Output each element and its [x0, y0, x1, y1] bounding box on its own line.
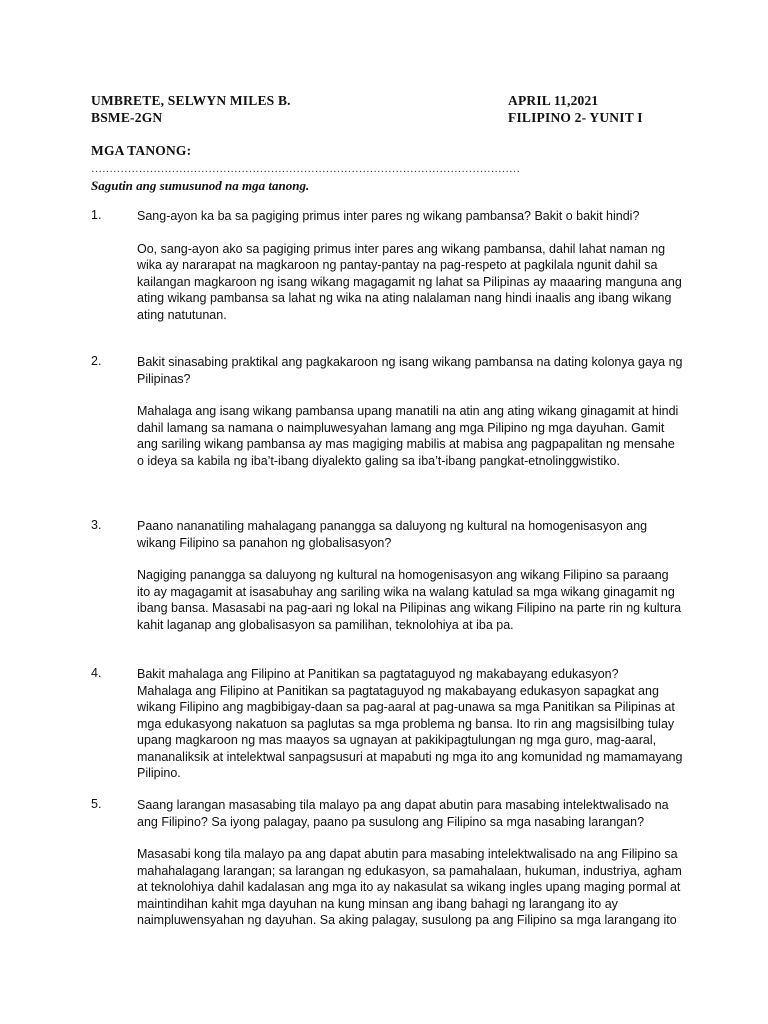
question-text: Paano nananatiling mahalagang panangga sa daluyong ng kultural na homogenisasyon ang wikang Filipino sa panahon ng globalisasyon? — [137, 519, 648, 550]
question-text: Bakit mahalaga ang Filipino at Panitikan sa pagtataguyod ng makabayang edukasyon? — [137, 667, 619, 681]
answer-text: Oo, sang-ayon ako sa pagiging primus inter pares ang wikang pambansa, dahil lahat naman ng wika ay nararapat na magkaroon ng pantay-pantay na pag-respeto at pagkilala ngunit dahil sa kailangan magkaroon ng isang wikang magagamit ng lahat sa Pilipinas ay maaaring manguna ang ating wikang pambansa sa lahat ng wika na ating nalalaman nang hindi inaalis ang ibang wikang ating natutunan. — [137, 241, 682, 322]
answer-text: Mahalaga ang Filipino at Panitikan sa pagtataguyod ng makabayang edukasyon sapagkat ang wikang Filipino ang magbibigay-daan sa pag-aaral at pag-unawa sa mga Panitikan sa Pilipinas at mga edukasyong nakatuon sa paglutas sa mga problema ng bansa. Ito rin ang magsisilbing tulay upang magkaroon ng mas maayos sa ugnayan at pakikipagtulungan ng mga guro, mag-aaral, mananaliksik at intelektwal sanpagsusuri at mapabuti ng mga ito ang komunidad ng mamamayang Pilipino. — [137, 683, 683, 780]
question-block — [91, 208, 683, 323]
question-block — [91, 797, 683, 929]
section: BSME-2GN — [91, 110, 163, 125]
dotted-separator: ……………………………………………………………………………………………………… — [91, 163, 520, 175]
question-number: 4. — [91, 666, 102, 680]
question-number: 5. — [91, 797, 102, 811]
student-name: UMBRETE, SELWYN MILES B. — [91, 93, 291, 108]
question-block — [91, 518, 683, 633]
question-number: 3. — [91, 518, 102, 532]
question-text: Saang larangan masasabing tila malayo pa ang dapat abutin para masabing intelektwalisado na ang Filipino? Sa iyong palagay, paano pa susulong ang Filipino sa mga nasabing larangan? — [137, 798, 669, 829]
question-text: Sang-ayon ka ba sa pagiging primus inter pares ng wikang pambansa? Bakit o bakit hindi? — [137, 209, 640, 223]
question-block — [91, 354, 683, 469]
answer-text: Masasabi kong tila malayo pa ang dapat abutin para masabing intelektwalisado na ang Filipino sa mahahalagang larangan; sa larangan ng edukasyon, sa pamahalaan, hukuman, industriya, agham at teknolohiya dahil kadalasan ang mga ito ay nakasulat sa wikang ingles upang maging pormal at maintindihan kahit mga dayuhan na kung minsan ang ibang bahagi ng larangang ito ay naimpluwensyahan ng dayuhan. Sa aking palagay, susulong pa ang Filipino sa mga larangang ito — [137, 847, 682, 927]
heading: MGA TANONG: — [91, 143, 192, 158]
subject: FILIPINO 2- YUNIT I — [508, 110, 643, 125]
question-block — [91, 666, 683, 782]
question-text: Bakit sinasabing praktikal ang pagkakaroon ng isang wikang pambansa na dating kolonya gaya ng Pilipinas? — [137, 355, 683, 386]
answer-text: Nagiging panangga sa daluyong ng kultural na homogenisasyon ang wikang Filipino sa paraang ito ay magagamit at isasabuhay ang sariling wika na walang katulad sa mga wikang ginagamit ng ibang bansa. Masasabi na pag-aari ng lokal na Pilipinas ang wikang Filipino na parte rin ng kultura kahit laganap ang globalisasyon sa pamilihan, teknolohiya at iba pa. — [137, 568, 682, 632]
instruction: Sagutin ang sumusunod na mga tanong. — [91, 178, 310, 193]
question-number: 1. — [91, 208, 102, 222]
answer-text: Mahalaga ang isang wikang pambansa upang manatili na atin ang ating wikang ginagamit at hindi dahil lamang sa namana o naimpluwesyahan lamang ang mga Pilipino ng mga dayuhan. Gamit ang sariling wikang pambansa ay mas magiging mabilis at mabisa ang pagpapalitan ng mensahe o ideya sa kabila ng iba’t-ibang diyalekto galing sa iba’t-ibang pangkat-etnolinggwistiko. — [137, 404, 679, 468]
question-number: 2. — [91, 354, 102, 368]
date: APRIL 11,2021 — [508, 93, 599, 108]
